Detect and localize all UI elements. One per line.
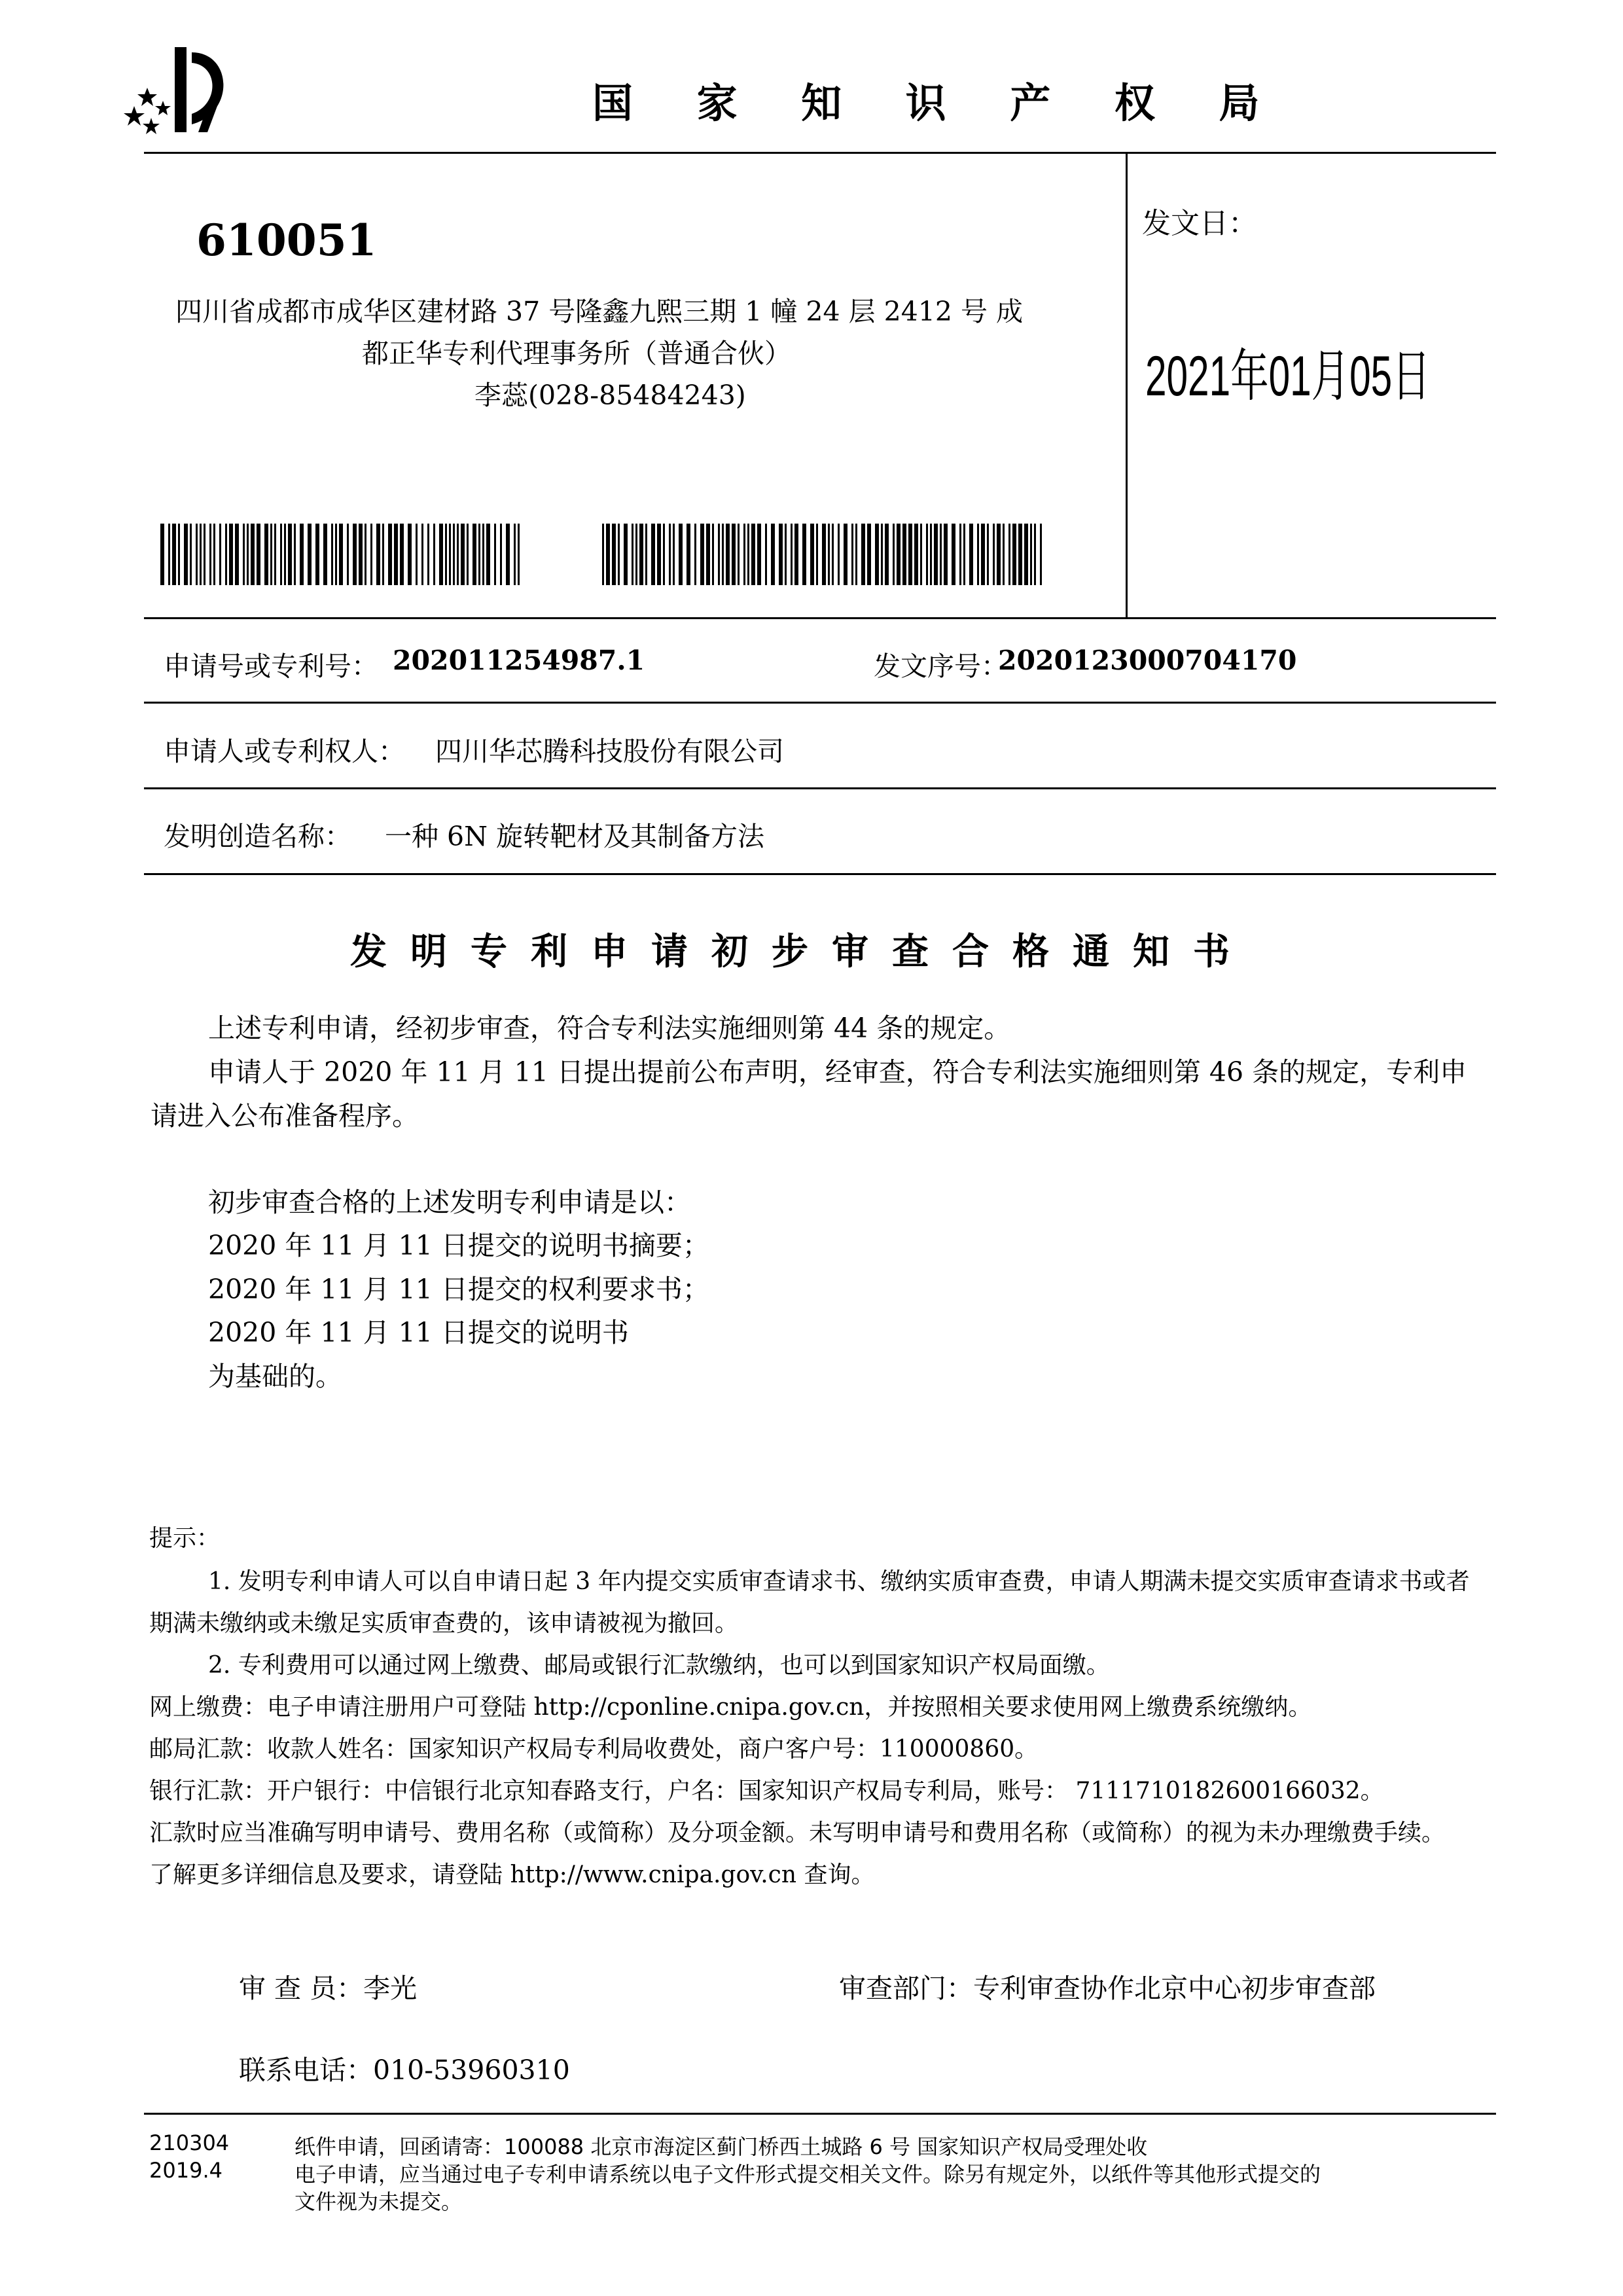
office-name: 国 家 知 识 产 权 局 (592, 79, 1285, 127)
basis-item-1: 2020 年 11 月 11 日提交的说明书摘要； (208, 1230, 709, 1261)
serial-no: 2020123000704170 (998, 645, 1297, 676)
header-rule (144, 152, 1496, 154)
basis-item-2: 2020 年 11 月 11 日提交的权利要求书； (208, 1274, 709, 1305)
paragraph-1: 上述专利申请，经初步审查，符合专利法实施细则第 44 条的规定。 (208, 1013, 1011, 1044)
notice-title: 发明专利申请初步审查合格通知书 (350, 931, 1253, 973)
paragraph-2-line-1: 申请人于 2020 年 11 月 11 日提出提前公布声明，经审查，符合专利法实施细则第 46 条的规定，专利申 (208, 1056, 1467, 1088)
application-no: 202011254987.1 (393, 645, 645, 676)
send-date-stamp: 2021年01月05日 (1145, 345, 1431, 408)
application-no-label: 申请号或专利号： (164, 651, 378, 682)
cnipa-logo (121, 41, 252, 139)
applicant-label: 申请人或专利权人： (164, 736, 405, 767)
tip-remit-note: 汇款时应当准确写明申请号、费用名称（或简称）及分项金额。未写明申请号和费用名称（或简称）的视为未办理缴费手续。 (149, 1820, 1446, 1846)
form-code: 210304 (149, 2130, 230, 2155)
fields-rule-1 (144, 702, 1496, 704)
electronic-application-note-line-1: 电子申请，应当通过电子专利申请系统以电子文件形式提交相关文件。除另有规定外，以纸件等其他形式提交的 (294, 2162, 1321, 2187)
address-line-2: 都正华专利代理事务所（普通合伙） (362, 338, 791, 369)
examination-department: 审查部门：专利审查协作北京中心初步审查部 (839, 1973, 1376, 2004)
fields-rule-bottom (144, 873, 1496, 875)
tip-online-payment: 网上缴费：电子申请注册用户可登陆 http://cponline.cnipa.gov.cn，并按照相关要求使用网上缴费系统缴纳。 (149, 1694, 1312, 1721)
tip-1-line-2: 期满未缴纳或未缴足实质审查费的，该申请被视为撤回。 (149, 1610, 739, 1637)
paragraph-2-line-2: 请进入公布准备程序。 (151, 1100, 419, 1132)
examiner: 审 查 员：李光 (239, 1973, 418, 2004)
barcode-left (160, 524, 526, 585)
paper-application-note: 纸件申请，回函请寄：100088 北京市海淀区蓟门桥西土城路 6 号 国家知识产权局受理处收 (294, 2134, 1148, 2159)
contact: 李蕊(028-85484243) (474, 380, 746, 411)
postcode: 610051 (196, 215, 377, 266)
tips-label: 提示： (149, 1525, 221, 1552)
footer-rule (144, 2113, 1496, 2115)
tip-2: 2. 专利费用可以通过网上缴费、邮局或银行汇款缴纳，也可以到国家知识产权局面缴。 (208, 1652, 1110, 1679)
basis-item-3: 2020 年 11 月 11 日提交的说明书 (208, 1317, 629, 1348)
electronic-application-note-line-2: 文件视为未提交。 (294, 2189, 463, 2214)
tip-post-payment: 邮局汇款：收款人姓名：国家知识产权局专利局收费处，商户客户号：110000860。 (149, 1736, 1039, 1763)
form-date: 2019.4 (149, 2158, 223, 2183)
serial-no-label: 发文序号： (874, 651, 1008, 682)
date-column-divider (1126, 152, 1128, 618)
tip-more-info: 了解更多详细信息及要求，请登陆 http://www.cnipa.gov.cn 查询。 (149, 1861, 875, 1888)
tip-1-line-1: 1. 发明专利申请人可以自申请日起 3 年内提交实质审查请求书、缴纳实质审查费，申请人期满未提交实质审查请求书或者 (208, 1568, 1470, 1595)
basis-end: 为基础的。 (208, 1361, 342, 1392)
barcode-right (602, 524, 1046, 585)
invention-title: 一种 6N 旋转靶材及其制备方法 (385, 821, 765, 852)
fields-rule-2 (144, 787, 1496, 789)
invention-label: 发明创造名称： (164, 821, 351, 852)
basis-intro: 初步审查合格的上述发明专利申请是以： (208, 1187, 691, 1218)
send-date-label: 发文日： (1142, 207, 1257, 240)
contact-phone: 联系电话：010-53960310 (239, 2054, 570, 2086)
address-line-1: 四川省成都市成华区建材路 37 号隆鑫九熙三期 1 幢 24 层 2412 号 成 (175, 296, 1024, 327)
applicant: 四川华芯腾科技股份有限公司 (435, 736, 784, 767)
fields-rule-top (144, 617, 1496, 619)
tip-bank-payment: 银行汇款：开户银行：中信银行北京知春路支行，户名：国家知识产权局专利局，账号： 7111710182600166032。 (149, 1778, 1384, 1804)
